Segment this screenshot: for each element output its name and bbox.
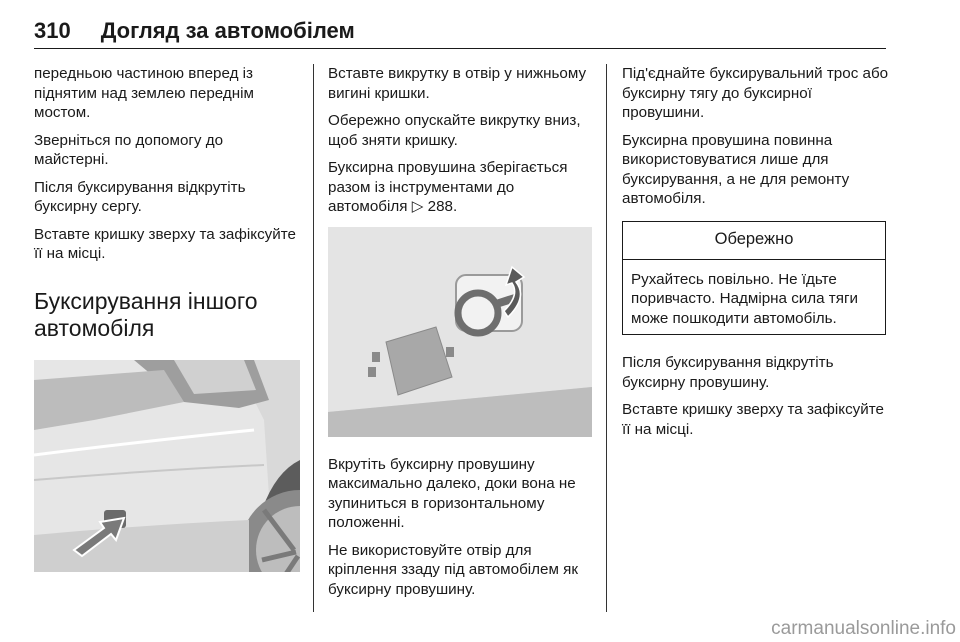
paragraph: Вставте викрутку в отвір у нижньому вигині кришки. (328, 65, 587, 102)
paragraph: Буксирна провушина повинна використовуватися лише для буксирування, а не для ремонту автомобіля. (622, 131, 850, 207)
watermark: carmanualsonline.info (771, 618, 956, 639)
caution-text: Рухайтесь повільно. Не їдьте поривчасто. Надмірна сила тяги може пошкодити автомобіль. (631, 270, 859, 327)
column-divider (606, 64, 607, 612)
paragraph: Вкрутіть буксирну провушину максимально далеко, доки вона не зупиниться в горизонтальному положенні. (328, 455, 576, 531)
section-heading: Буксирування іншого автомобіля (34, 287, 258, 341)
paragraph: Після буксирування відкрутіть буксирну провушину. (622, 354, 834, 391)
column-left (34, 64, 300, 572)
page-number: 310 (34, 18, 71, 43)
page-title: Догляд за автомобілем (100, 18, 355, 43)
column-divider (313, 64, 314, 612)
paragraph: Зверніться по допомогу до майстерні. (34, 131, 224, 168)
paragraph: Вставте кришку зверху та зафіксуйте її на місці. (34, 225, 296, 262)
paragraph: Вставте кришку зверху та зафіксуйте її на місці. (622, 401, 884, 438)
paragraph: Не використовуйте отвір для кріплення ззаду під автомобілем як буксирну провушину. (328, 541, 578, 598)
page-header (34, 12, 886, 49)
paragraph: Під'єднайте буксирувальний трос або буксирну тягу до буксирної провушини. (622, 65, 889, 121)
paragraph: Після буксирування відкрутіть буксирну сергу. (34, 178, 246, 215)
arrow-reference-icon: ▷ (411, 198, 424, 215)
rear-bumper-tow-eye-illustration (34, 360, 300, 572)
paragraph: передньою частиною вперед із піднятим над землею переднім мостом. (34, 65, 254, 121)
paragraph (328, 158, 596, 217)
tow-eye-installation-illustration (328, 227, 592, 437)
paragraph: Обережно опускайте викрутку вниз, щоб зняти кришку. (328, 112, 581, 149)
column-middle (328, 64, 596, 607)
paragraph-text: Буксирна провушина зберігається разом із інструментами до автомобіля (328, 159, 568, 215)
column-right (622, 64, 890, 447)
reference-page: 288. (427, 198, 458, 215)
caution-box (622, 221, 886, 336)
caution-title: Обережно (623, 222, 885, 260)
